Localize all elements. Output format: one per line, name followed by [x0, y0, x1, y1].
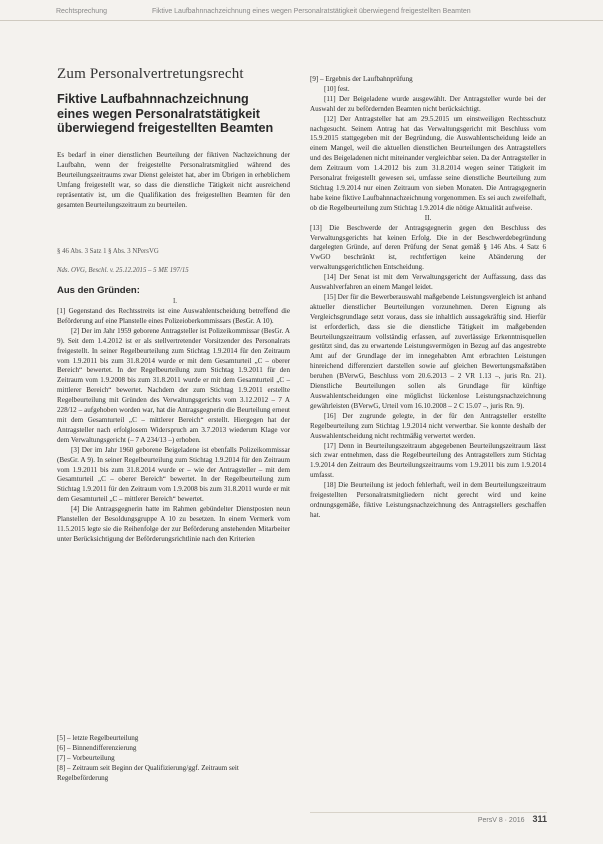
section-title: Zum Personalvertretungsrecht: [57, 66, 244, 82]
reasons-heading: Aus den Gründen:: [57, 285, 140, 296]
court-citation: Nds. OVG, Beschl. v. 25.12.2015 – 5 ME 197/15: [57, 267, 189, 274]
right-paragraphs: [310, 75, 546, 521]
section-numeral-II: II.: [424, 213, 432, 222]
left-paragraphs: [57, 307, 290, 545]
paragraph: [18] Die Beurteilung ist jedoch fehlerhaft, weil in dem Beurteilungszeitraum freigestellten Personalratsmitgliedern nicht gerecht wird und keine ordnungsgemäße, fiktive Leistungsnachzeichnung des Antragstellers geschaffen hat.: [310, 481, 546, 519]
page-footer: [478, 814, 547, 824]
footer-rule: [310, 812, 547, 813]
paragraph: [10] fest.: [324, 84, 350, 93]
paragraph: [11] Der Beigeladene wurde ausgewählt. Der Antragsteller wurde bei der Auswahl der zu befördernden Beamten nicht berücksichtigt.: [310, 94, 546, 113]
criteria-list: [57, 734, 290, 784]
paragraph: [15] Der für die Bewerberauswahl maßgebende Leistungsvergleich ist anhand aktueller dienstlicher Beurteilungen vorzunehmen. Deren Eignung als Vergleichsgrundlage setzt voraus, dass sie inhaltlich aussagekräftig sind. Hierfür ist erforderlich, dass sie die dienstliche Tätigkeit im maßgebenden Beurteilungszeitraum vollständig erfassen, auf zuverlässige Erkenntnisquellen gestützt sind, das zu erwartende Leistungsvermögen in Bezug auf das angestrebte Amt auf der Grundlage der im innegehabten Amt erbrachten Leistungen hinreichend differenziert darstellen sowie auf gleichen Bewertungsmaßstäben beruhen (BVerwG, Beschluss vom 20.6.2013 – 2 VR 1.13 –, juris Rn. 21). Dienstliche Beurteilungen sollen als Grundlage für künftige Auswahlentscheidungen eine möglichst lückenlose Leistungsnachzeichnung gewährleisten (BVerwG, Urteil vom 16.10.2008 – 2 C 15.07 –, juris Rn. 9).: [310, 292, 546, 410]
running-head: [0, 0, 603, 21]
paragraph: [1] Gegenstand des Rechtsstreits ist eine Auswahlentscheidung betreffend die Beförderung auf eine Planstelle eines Polizeioberkommissars (BesGr. A 10).: [57, 307, 290, 325]
criteria-item: [7] – Vorbeurteilung: [57, 753, 115, 762]
paragraph: [9] – Ergebnis der Laufbahnprüfung: [310, 75, 413, 83]
article-headline: Fiktive Laufbahnnachzeichnung eines wegen Personalratstätigkeit überwiegend freigestellten Beamten: [57, 92, 274, 135]
running-head-left: Rechtsprechung: [56, 8, 107, 15]
paragraph: [3] Der im Jahr 1960 geborene Beigeladene ist ebenfalls Polizeikommissar (BesGr. A 9). In seiner Regelbeurteilung zum Stichtag 1.9.2014 für den Zeitraum vom 1.9.2011 bis zum 31.8.2014 wurde er – wie der Antragsteller – mit dem Gesamturteil „C – oberer Bereich“ bewertet. In der Regelbeurteilung zum Stichtag 1.9.2011 für den Zeitraum vom 1.9.2008 bis zum 31.8.2011 wurde er mit dem Gesamturteil „C – mittlerer Bereich“ bewertet.: [57, 445, 290, 504]
criteria-item: [8] – Zeitraum seit Beginn der Qualifizierung/ggf. Zeitraum seit Regelbeförderung: [57, 763, 239, 782]
journal-issue: PersV 8 · 2016: [477, 817, 525, 824]
page-number: 311: [532, 814, 547, 824]
paragraph: [17] Denn in Beurteilungszeitraum abgegebenen Beurteilungszeitraum lässt sich zwar entnehmen, dass die Regelbeurteilung des Antragstellers zum Stichtag 1.9.2014 den Zeitraum des Beurteilungszeitraums vom 1.9.2011 bis zum 1.9.2014 umfasst.: [310, 441, 546, 480]
criteria-item: [5] – letzte Regelbeurteilung: [57, 734, 139, 742]
headnote: Es bedarf in einer dienstlichen Beurteilung der fiktiven Nachzeichnung der Laufbahn, wenn der freigestellte Personalratsmitglied während des Beurteilungszeitraums zwar Dienst geleistet hat, aber im Übrigen in erheblichem Umfang freigestellt war, so dass die dienstliche Tätigkeit nicht ausreichend repräsentativ ist, um die Qualifikation des freigestellten Beamten für den gesamten Beurteilungszeitraum zu beurteilen.: [57, 151, 290, 209]
paragraph: [13] Die Beschwerde der Antragsgegnerin gegen den Beschluss des Verwaltungsgerichts hat keinen Erfolg. Die in der Beschwerdebegründung dargelegten Gründe, auf deren Prüfung der Senat gemäß § 146 Abs. 4 Satz 6 VwGO beschränkt ist, rechtfertigen keine Abänderung der verwaltungsgerichtlichen Entscheidung.: [310, 223, 546, 272]
paragraph: [4] Die Antragsgegnerin hatte im Rahmen gebündelter Dienstposten neun Planstellen der Besoldungsgruppe A 10 zu besetzen. In einem Vermerk vom 11.5.2015 legte sie die Reihenfolge der zur Beförderung anstehenden Mitarbeiter unter Berücksichtigung der Beförderungsrichtlinie nach den Kriterien: [57, 505, 290, 543]
paragraph: [12] Der Antragsteller hat am 29.5.2015 um einstweiligen Rechtsschutz nachgesucht. Seinem Antrag hat das Verwaltungsgericht mit Beschluss vom 15.9.2015 stattgegeben mit der Begründung, die Auswahlentscheidung leide an einem Mangel, weil die aktuellen dienstlichen Beurteilungen des Antragstellers und des Beigeladenen nicht miteinander vergleichbar seien. Da der Antragsteller in dem Zeitraum vom 1.4.2012 bis zum 31.8.2014 wegen seiner Tätigkeit im Personalrat freigestellt gewesen sei, umfasse seine dienstliche Beurteilung zum Stichtag 1.9.2014 nur einen Zeitraum von sieben Monaten. Die Antragsgegnerin habe keine fiktive Laufbahnnachzeichnung vorgenommen. Es sei auch zweifelhaft, ob die Regelbeurteilung zum Stichtag 1.9.2014 die nötige Aktualität aufweise.: [310, 114, 546, 212]
norm-citation: § 46 Abs. 3 Satz 1 § Abs. 3 NPersVG: [57, 248, 159, 255]
paragraph: [2] Der im Jahr 1959 geborene Antragsteller ist Polizeikommissar (BesGr. A 9). Seit dem 1.4.2012 ist er als stellvertretender Vorsitzender des Personalrats freigestellt. In seiner Regelbeurteilung zum Stichtag 1.9.2014 für den Zeitraum vom 1.9.2011 bis zum 31.8.2014 wurde er mit dem Gesamturteil „C – oberer Bereich“ bewertet. In der Regelbeurteilung zum Stichtag 1.9.2011 für den Zeitraum vom 1.9.2008 bis zum 31.8.2011 wurde er mit dem Gesamturteil „C – mittlerer Bereich“ bewertet. Nachdem der zum Stichtag 1.9.2011 erstellte Regelbeurteilung mit Gründen des Verwaltungsgerichts vom 3.12.2012 – 7 A 228/12 – aufgehoben worden war, hat die Antragsgegnerin die Beurteilung erneut mit dem Gesamturteil „C – mittlerer Bereich“ erstellt. Hiergegen hat der Antragsteller nach erfolglosem Widerspruch am 3.7.2013 wiederum Klage vor dem Verwaltungsgericht (– 7 A 234/13 –) erhoben.: [57, 326, 290, 444]
section-numeral-I: I.: [172, 297, 178, 305]
criteria-item: [6] – Binnendifferenzierung: [57, 743, 137, 752]
paragraph: [14] Der Senat ist mit dem Verwaltungsgericht der Auffassung, dass das Auswahlverfahren an einem Mangel leidet.: [310, 273, 546, 292]
running-head-right: Fiktive Laufbahnnachzeichnung eines wegen Personalratstätigkeit überwiegend freigestellten Beamten: [152, 8, 471, 15]
paragraph: [16] Der zugrunde gelegte, in der für den Antragsteller erstellte Regelbeurteilung zum Stichtag 1.9.2014 nicht verwertbar. Sie konnte deshalb der Auswahlentscheidung nicht rechtmäßig verwertet werden.: [310, 411, 546, 440]
